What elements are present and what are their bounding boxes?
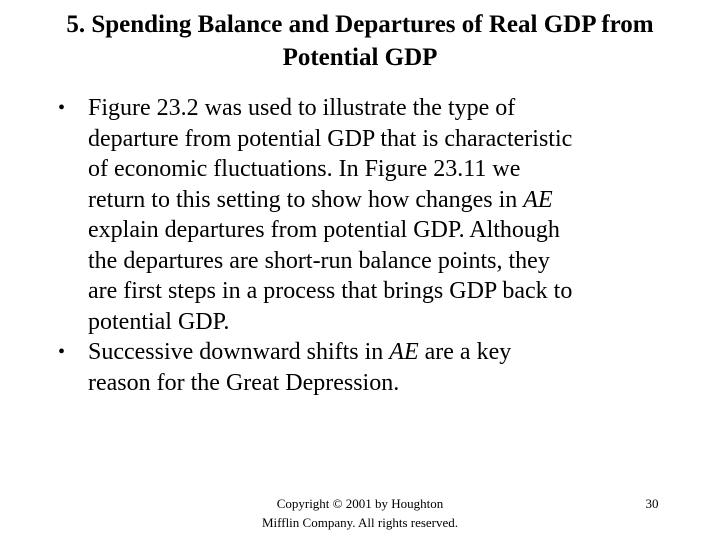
slide-title xyxy=(0,8,720,74)
bullet-item-2 xyxy=(58,337,678,398)
slide-title-line-1: 5. Spending Balance and Departures of Real GDP from xyxy=(66,11,654,38)
bullet-text-1 xyxy=(88,93,678,337)
bullet-1-line-3: of economic fluctuations. In Figure 23.11 we xyxy=(88,156,521,182)
bullet-1-line-4 xyxy=(88,185,678,216)
bullet-1-line-2: departure from potential GDP that is characteristic xyxy=(88,125,573,152)
copyright-line-1: Copyright © 2001 by Houghton xyxy=(276,496,444,511)
bullet-item-1 xyxy=(58,93,678,337)
bullet-1-line-6: the departures are short-run balance points, they xyxy=(88,247,550,274)
bullet-2-line-1-tail: are a key xyxy=(418,339,512,365)
slide-title-line-2: Potential GDP xyxy=(282,44,438,71)
ae-term: AE xyxy=(523,186,553,213)
bullet-marker: • xyxy=(58,97,66,119)
bullet-text-2 xyxy=(88,337,678,398)
copyright-notice xyxy=(230,494,490,532)
bullet-1-line-5: explain departures from potential GDP. Although xyxy=(88,217,560,243)
bullet-1-line-7: are first steps in a process that brings GDP back to xyxy=(88,278,573,304)
page-number: 30 xyxy=(645,496,659,511)
bullet-2-line-1-text: Successive downward shifts in xyxy=(88,339,390,365)
bullet-marker: • xyxy=(58,341,66,363)
bullet-2-line-1 xyxy=(88,337,678,368)
bullet-1-line-1: Figure 23.2 was used to illustrate the type of xyxy=(88,95,516,121)
bullet-1-line-8: potential GDP. xyxy=(88,308,230,335)
bullet-list xyxy=(58,93,678,398)
bullet-1-line-4-text: return to this setting to show how changes in xyxy=(88,186,524,213)
ae-term: AE xyxy=(389,339,419,365)
copyright-line-2: Mifflin Company. All rights reserved. xyxy=(261,515,459,530)
bullet-2-line-2: reason for the Great Depression. xyxy=(88,369,400,396)
